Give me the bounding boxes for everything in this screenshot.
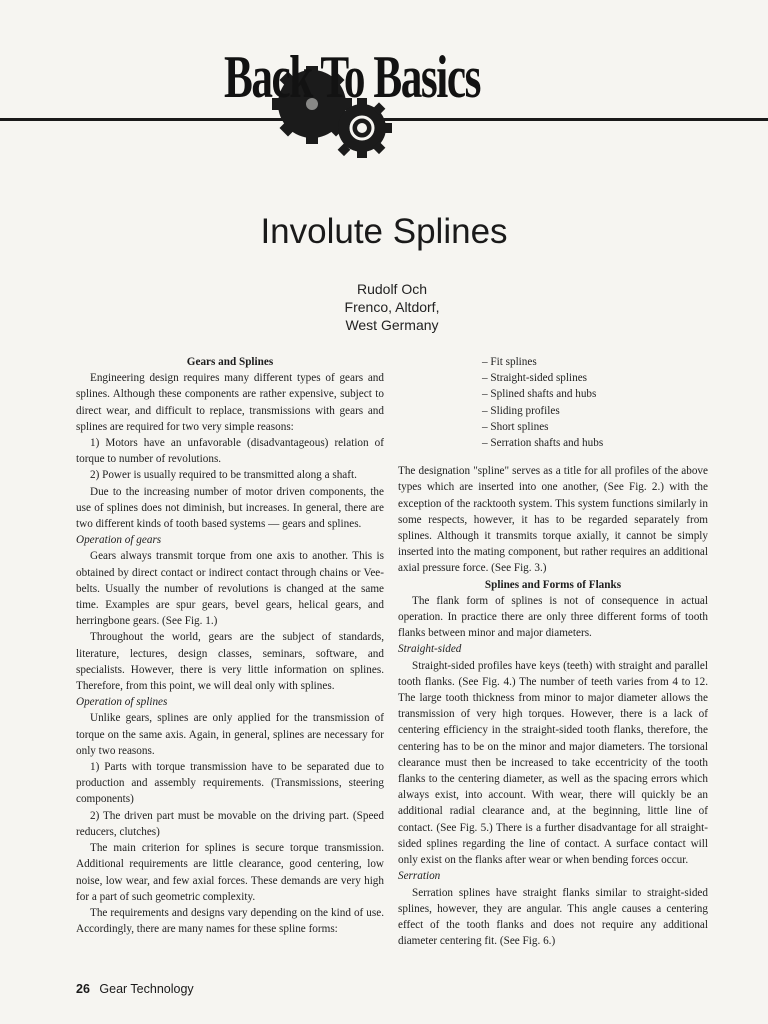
paragraph: 1) Motors have an unfavorable (disadvantageous) relation of torque to number of revolutions. bbox=[76, 437, 384, 466]
paragraph: The main criterion for splines is secure torque transmission. Additional requirements are little clearance, good centering, low noise, low wear, and few axial forces. These demands are very high for a part of such geometric complexity. bbox=[76, 842, 384, 903]
paragraph: Gears always transmit torque from one axis to another. This is obtained by direct contact or indirect contact through chains or Vee-belts. Usually the number of revolutions is changed at the same time. Examples are spur gears, bevel gears, helical gears, and herringbone gears. (See Fig. 1.) bbox=[76, 550, 384, 628]
section-heading-gears-and-splines: Gears and Splines bbox=[186, 356, 274, 368]
section-heading-splines-and-forms-of-flanks: Splines and Forms of Flanks bbox=[484, 578, 622, 591]
masthead-title: Back To Basics bbox=[224, 44, 480, 110]
publication-name: Gear Technology bbox=[99, 982, 194, 996]
paragraph: 2) Power is usually required to be transmitted along a shaft. bbox=[90, 469, 357, 482]
paragraph: 1) Parts with torque transmission have to be separated due to production and assembly requirements. (Transmissions, steering components) bbox=[76, 761, 384, 806]
paragraph: The flank form of splines is not of consequence in actual operation. In practice there are only three different forms of tooth flanks between minor and major diameters. bbox=[398, 594, 708, 640]
byline bbox=[0, 280, 768, 334]
list-item: – Serration shafts and hubs bbox=[482, 435, 708, 451]
author-name: Rudolf Och bbox=[356, 281, 428, 297]
subheading-operation-of-gears: Operation of gears bbox=[76, 534, 162, 547]
subheading-serration: Serration bbox=[398, 870, 441, 883]
page-footer bbox=[76, 982, 194, 996]
subheading-operation-of-splines: Operation of splines bbox=[76, 696, 168, 709]
spline-forms-list bbox=[398, 354, 708, 451]
left-column bbox=[76, 354, 384, 937]
list-item: – Short splines bbox=[482, 419, 708, 435]
paragraph: Unlike gears, splines are only applied for the transmission of torque on the same axis. Again, in general, splines are necessary for only two reasons. bbox=[76, 712, 384, 757]
paragraph: The designation "spline" serves as a title for all profiles of the above types which are inserted into one another, (See Fig. 2.) with the exception of the racktooth system. This system functions similarly in some respects, however, it has to be regarded separately from splines. Although it transmits torque axially, it cannot be simply inserted into the mating component, but rather requires an additional axial pressure force. (See Fig. 3.) bbox=[398, 465, 708, 575]
paragraph: Serration splines have straight flanks similar to straight-sided splines, however, they are angular. This angle causes a centering effect of the tooth flanks and does not require any additional diameter centering fit. (See Fig. 6.) bbox=[398, 886, 708, 948]
paragraph: Straight-sided profiles have keys (teeth) with straight and parallel tooth flanks. (See Fig. 4.) The number of teeth varies from 4 to 12. The large tooth thickness from minor to major diameter allows the transmission of very high torques. However, there is a lack of centering efficiency in the straight-sided tooth flanks, therefore, the centering has to be on the minor and major diameters. The torsional clearance must then be increased to take eccentricity of the tooth flanks to the centering diameter, as well as the spacing errors which always exist, into account. With wear, there will quickly be an additional radial clearance and, at the beginning, little line of contact. (See Fig. 5.) There is a further disadvantage for all straight-sided splines regarding the line of contact. A surface contact will only exist on the flanks after wear or when bending forces occur. bbox=[398, 659, 708, 867]
list-item: – Straight-sided splines bbox=[482, 370, 708, 386]
paragraph: Due to the increasing number of motor driven components, the use of splines does not diminish, but increases. In general, there are two different kinds of tooth based systems — gears and splines. bbox=[76, 485, 384, 531]
paragraph: Engineering design requires many different types of gears and splines. Although these components are rather expensive, subject to direct wear, and difficult to replace, transmissions with gears and splines are required for two very simple reasons: bbox=[76, 372, 384, 433]
paragraph: Throughout the world, gears are the subject of standards, literature, lectures, design classes, seminars, software, and specialists. However, there is very little information on splines. Therefore, from this point, we will deal only with splines. bbox=[76, 631, 384, 693]
list-item: – Sliding profiles bbox=[482, 403, 708, 419]
author-affiliation: Frenco, Altdorf, bbox=[344, 299, 440, 315]
list-item: – Splined shafts and hubs bbox=[482, 386, 708, 402]
paragraph: The requirements and designs vary depending on the kind of use. Accordingly, there are many names for these spline forms: bbox=[76, 906, 384, 936]
subheading-straight-sided: Straight-sided bbox=[398, 643, 462, 656]
paragraph: 2) The driven part must be movable on the driving part. (Speed reducers, clutches) bbox=[76, 809, 384, 838]
article-title: Involute Splines bbox=[260, 212, 508, 251]
right-column bbox=[398, 354, 708, 949]
list-item: – Fit splines bbox=[482, 354, 708, 370]
author-location: West Germany bbox=[345, 317, 439, 333]
page-number: 26 bbox=[76, 982, 90, 996]
